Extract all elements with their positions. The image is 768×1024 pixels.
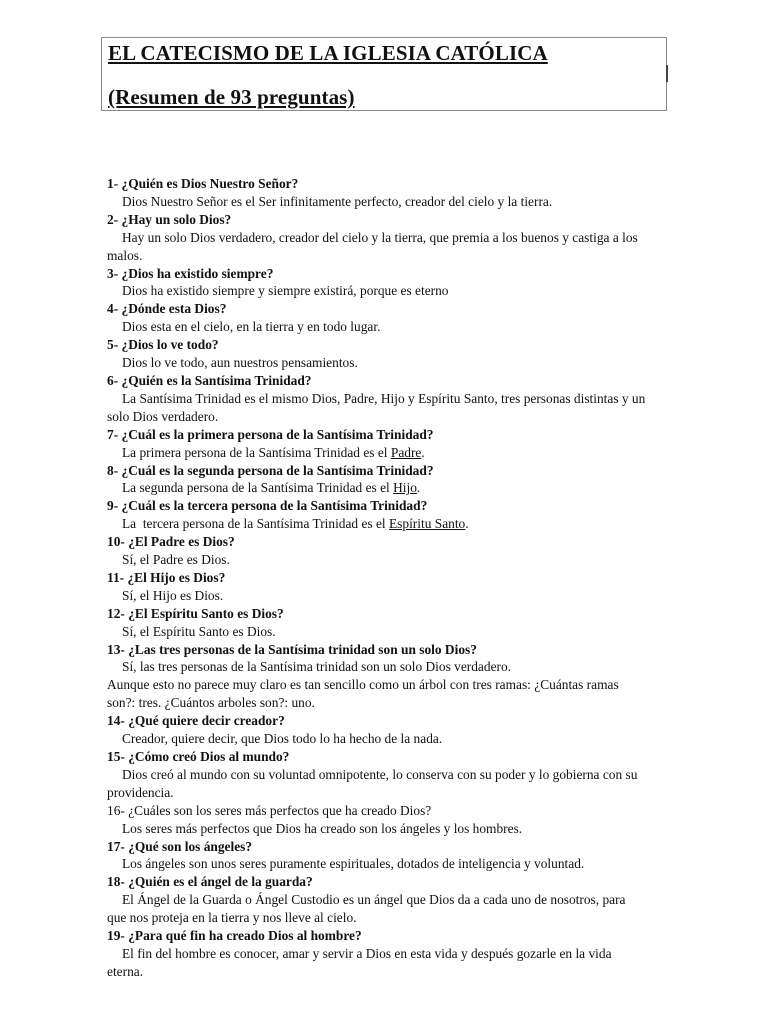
question-9: 9- ¿Cuál es la tercera persona de la Santísima Trinidad?: [107, 498, 428, 514]
question-14: 14- ¿Qué quiere decir creador?: [107, 713, 285, 729]
title-box-marker: [666, 65, 668, 82]
question-10: 10- ¿El Padre es Dios?: [107, 534, 235, 550]
answer-9: [107, 515, 647, 533]
question-5: 5- ¿Dios lo ve todo?: [107, 337, 219, 353]
question-16: 16- ¿Cuáles son los seres más perfectos que ha creado Dios?: [107, 802, 432, 818]
answer-4: Dios esta en el cielo, en la tierra y en todo lugar.: [122, 319, 381, 335]
answer-9-text: La tercera persona de la Santísima Trinidad es el: [122, 516, 389, 532]
question-18: 18- ¿Quién es el ángel de la guarda?: [107, 874, 313, 890]
answer-17: Los ángeles son unos seres puramente espirituales, dotados de inteligencia y voluntad.: [122, 856, 585, 872]
question-12: 12- ¿El Espíritu Santo es Dios?: [107, 605, 284, 621]
question-6: 6- ¿Quién es la Santísima Trinidad?: [107, 372, 312, 388]
question-15: 15- ¿Cómo creó Dios al mundo?: [107, 749, 290, 764]
answer-19: El fin del hombre es conocer, amar y servir a Dios en esta vida y después gozarle en la vida eterna.: [107, 945, 612, 979]
question-3: 3- ¿Dios ha existido siempre?: [107, 265, 274, 281]
document-subtitle: (Resumen de 93 preguntas): [108, 85, 355, 109]
answer-9-end: .: [465, 516, 469, 532]
answer-8: [107, 479, 647, 497]
answer-16: Los seres más perfectos que Dios ha creado son los ángeles y los hombres.: [122, 820, 523, 836]
answer-7-emphasis: Padre: [390, 444, 422, 460]
question-13: 13- ¿Las tres personas de la Santísima trinidad son un solo Dios?: [107, 641, 477, 657]
answer-18: El Ángel de la Guarda o Ángel Custodio es un ángel que Dios da a cada uno de nosotros, para que nos proteja en la tierra y nos lleve al cielo.: [107, 892, 626, 926]
question-11: 11- ¿El Hijo es Dios?: [107, 569, 226, 585]
answer-11: Sí, el Hijo es Dios.: [122, 587, 224, 603]
answer-5: Dios lo ve todo, aun nuestros pensamientos.: [122, 355, 358, 371]
answer-8-text: La segunda persona de la Santísima Trinidad es el: [122, 480, 394, 496]
document-title: EL CATECISMO DE LA IGLESIA CATÓLICA: [108, 41, 548, 65]
answer-9-emphasis: Espíritu Santo: [389, 516, 466, 532]
question-list: [107, 175, 647, 981]
question-8: 8- ¿Cuál es la segunda persona de la Santísima Trinidad?: [107, 462, 434, 478]
question-1: 1- ¿Quién es Dios Nuestro Señor?: [107, 176, 299, 191]
answer-14: Creador, quiere decir, que Dios todo lo ha hecho de la nada.: [122, 731, 443, 747]
answer-8-emphasis: Hijo: [393, 480, 417, 496]
answer-6: La Santísima Trinidad es el mismo Dios, Padre, Hijo y Espíritu Santo, tres personas distintas y un solo Dios verdadero.: [107, 390, 646, 424]
answer-7: [107, 444, 647, 462]
answer-12: Sí, el Espíritu Santo es Dios.: [122, 623, 276, 639]
question-17: 17- ¿Qué son los ángeles?: [107, 838, 253, 854]
question-2: 2- ¿Hay un solo Dios?: [107, 211, 232, 227]
answer-15: Dios creó al mundo con su voluntad omnipotente, lo conserva con su poder y lo gobierna con su providencia.: [107, 766, 638, 800]
title-box: [101, 37, 667, 111]
question-4: 4- ¿Dónde esta Dios?: [107, 301, 227, 317]
answer-13: Sí, las tres personas de la Santísima trinidad son un solo Dios verdadero.: [122, 659, 512, 675]
question-7: 7- ¿Cuál es la primera persona de la Santísima Trinidad?: [107, 426, 434, 442]
answer-7-text: La primera persona de la Santísima Trinidad es el: [122, 444, 391, 460]
question-19: 19- ¿Para qué fin ha creado Dios al hombre?: [107, 928, 362, 944]
answer-2: Hay un solo Dios verdadero, creador del cielo y la tierra, que premia a los buenos y castiga a los malos.: [107, 229, 638, 263]
answer-1: Dios Nuestro Señor es el Ser infinitamente perfecto, creador del cielo y la tierra.: [122, 193, 553, 209]
answer-10: Sí, el Padre es Dios.: [122, 552, 230, 568]
answer-7-end: .: [421, 444, 425, 460]
answer-3: Dios ha existido siempre y siempre existirá, porque es eterno: [122, 283, 449, 299]
answer-13-note: Aunque esto no parece muy claro es tan sencillo como un árbol con tres ramas: ¿Cuántas ramas son?: tres. ¿Cuántos arboles son?: uno.: [107, 677, 619, 711]
answer-8-end: .: [416, 480, 421, 496]
